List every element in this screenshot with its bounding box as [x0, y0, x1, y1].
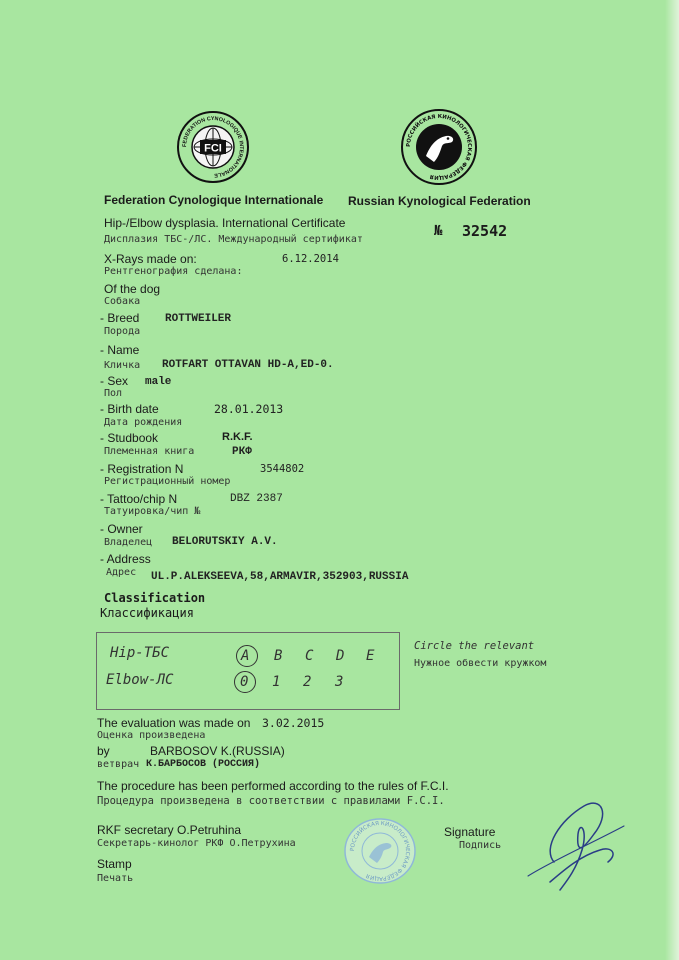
name-label-ru: Кличка: [104, 360, 141, 371]
title-en: Hip-/Elbow dysplasia. International Certificate: [104, 216, 346, 230]
birth-label-en: - Birth date: [100, 402, 159, 416]
classification-title-ru: Классификация: [100, 606, 194, 620]
rkf-logo: [400, 108, 478, 186]
registration-label-ru: Регистрационный номер: [104, 476, 231, 487]
elbow-grade-2: 2: [303, 674, 312, 690]
fci-ring-text: FEDERATION CYNOLOGIQUE INTERNATIONALE: [181, 115, 245, 179]
address-value: UL.P.ALEKSEEVA,58,ARMAVIR,352903,RUSSIA: [151, 571, 409, 583]
signature-scribble: [520, 790, 632, 902]
hip-grade-b: B: [274, 648, 283, 664]
fci-name: Federation Cynologique Internationale: [104, 193, 324, 207]
registration-value: 3544802: [260, 463, 305, 475]
studbook-value-ru: РКФ: [232, 446, 252, 458]
address-label-en: - Address: [100, 552, 151, 566]
owner-value: BELORUTSKIY A.V.: [172, 536, 278, 548]
elbow-grade-3: 3: [335, 674, 344, 690]
xrays-label-ru: Рентгенография сделана:: [104, 266, 243, 277]
studbook-label-en: - Studbook: [100, 431, 159, 445]
procedure-en: The procedure has been performed according to the rules of F.C.I.: [97, 779, 449, 793]
evaluation-by: by: [97, 744, 110, 758]
tattoo-label-en: - Tattoo/chip N: [100, 492, 178, 506]
stamp-label-en: Stamp: [97, 857, 132, 871]
birth-label-ru: Дата рождения: [104, 417, 183, 428]
fci-logo: [176, 110, 250, 184]
fci-logo-text: FCI: [204, 142, 222, 155]
owner-label-en: - Owner: [100, 522, 143, 536]
hip-label: Hip-ТБС: [110, 645, 170, 661]
vet-name: BARBOSOV K.(RUSSIA): [150, 744, 285, 758]
evaluation-date: 3.02.2015: [262, 716, 325, 730]
classification-title-en: Classification: [104, 591, 206, 605]
rkf-ring-text: РОССИЙСКАЯ КИНОЛОГИЧЕСКАЯ ФЕДЕРАЦИЯ: [405, 113, 473, 181]
birth-value: 28.01.2013: [214, 402, 284, 416]
hip-grade-c: C: [305, 648, 314, 664]
tattoo-label-ru: Татуировка/чип №: [104, 506, 201, 517]
dog-label-ru: Собака: [104, 296, 141, 307]
hip-grade-a: A: [241, 648, 250, 664]
breed-label-en: - Breed: [100, 311, 140, 325]
certificate-number: 32542: [462, 222, 508, 240]
secretary-ru: Секретарь-кинолог РКФ О.Петрухина: [97, 838, 296, 849]
rkf-stamp-seal: [342, 817, 418, 885]
number-label: №: [434, 223, 443, 239]
studbook-value: R.K.F.: [222, 431, 253, 443]
elbow-grade-0: 0: [240, 674, 249, 690]
sex-label-en: - Sex: [100, 374, 129, 388]
name-value: ROTFART OTTAVAN HD-A,ED-0.: [162, 359, 334, 371]
evaluation-label-en: The evaluation was made on: [97, 716, 251, 730]
elbow-selected-circle: [234, 671, 256, 693]
circle-note-en: Circle the relevant: [414, 640, 535, 652]
xrays-label-en: X-Rays made on:: [104, 252, 197, 266]
hip-grade-e: E: [366, 648, 375, 664]
breed-label-ru: Порода: [104, 326, 141, 337]
dog-label-en: Of the dog: [104, 282, 161, 296]
name-label-en: - Name: [100, 343, 140, 357]
title-ru: Дисплазия ТБС-/ЛС. Международный сертификат: [104, 234, 363, 245]
rkf-name: Russian Kynological Federation: [348, 194, 531, 208]
registration-label-en: - Registration N: [100, 462, 184, 476]
hip-grade-d: D: [336, 648, 345, 664]
secretary-en: RKF secretary O.Petruhina: [97, 823, 242, 837]
vet-name-ru: К.БАРБОСОВ (РОССИЯ): [146, 759, 261, 770]
studbook-label-ru: Племенная книга: [104, 446, 195, 457]
signature-label-en: Signature: [444, 825, 496, 839]
circle-note-ru: Нужное обвести кружком: [414, 658, 547, 669]
xrays-date: 6.12.2014: [282, 253, 339, 265]
sex-value: male: [145, 376, 172, 388]
elbow-label: Elbow-ЛС: [106, 672, 174, 688]
hip-selected-circle: [236, 645, 258, 667]
sex-label-ru: Пол: [104, 388, 123, 399]
owner-label-ru: Владелец: [104, 537, 153, 548]
tattoo-value: DBZ 2387: [230, 493, 283, 505]
address-label-ru: Адрес: [106, 567, 137, 578]
stamp-ring-text: РОССИЙСКАЯ КИНОЛОГИЧЕСКАЯ ФЕДЕРАЦИЯ: [349, 820, 411, 882]
evaluation-label-ru: Оценка произведена: [97, 730, 206, 741]
procedure-ru: Процедура произведена в соответствии с правилами F.C.I.: [97, 795, 445, 807]
signature-label-ru: Подпись: [459, 840, 502, 851]
elbow-grade-1: 1: [272, 674, 281, 690]
vet-label-ru: ветврач: [97, 759, 140, 770]
breed-value: ROTTWEILER: [165, 313, 232, 325]
stamp-label-ru: Печать: [97, 873, 134, 884]
